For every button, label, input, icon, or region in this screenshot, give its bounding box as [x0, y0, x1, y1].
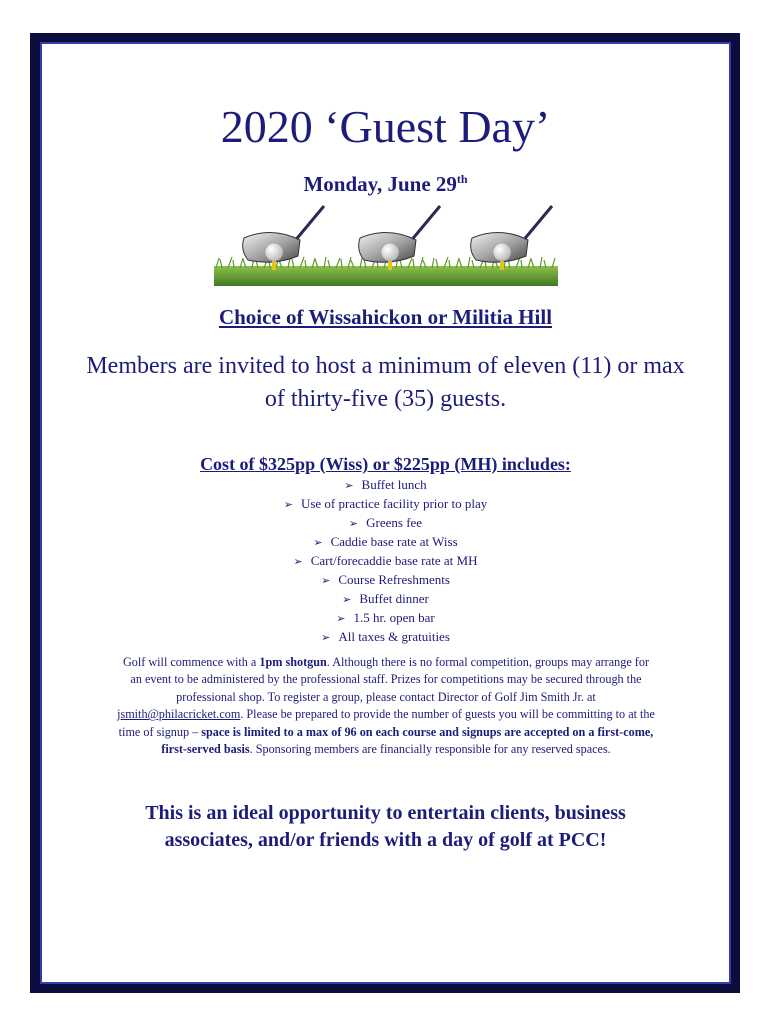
- arrow-bullet-icon: ➢: [336, 613, 346, 625]
- golf-club-2: [359, 206, 440, 270]
- list-item: ➢ 1.5 hr. open bar: [336, 610, 435, 625]
- list-item: ➢ Cart/forecaddie base rate at MH: [293, 553, 478, 568]
- golf-club-3: [471, 206, 552, 270]
- arrow-bullet-icon: ➢: [321, 632, 331, 644]
- members-invitation: Members are invited to host a minimum of eleven (11) or max of thirty-five (35) guests.: [86, 353, 685, 412]
- golf-club-1: [243, 206, 324, 270]
- golf-clubs-illustration: [214, 204, 558, 290]
- event-date-text: Monday, June 29: [303, 172, 457, 196]
- list-item: ➢ Buffet lunch: [344, 477, 427, 492]
- list-item: ➢ Buffet dinner: [342, 591, 429, 606]
- details-paragraph: Golf will commence with a 1pm shotgun. Although there is no formal competition, groups may arrange for an event to be administered by the professional staff. Prizes for competitions may be secured through the professional shop. To register a group, please contact Director of Golf Jim Smith Jr. at jsmith@philacricket.com. Please be prepared to provide the number of guests you will be committing to at the time of signup – space is limited to a max of 96 on each course and signups are accepted on a first-come, first-served basis. Sponsoring members are financially responsible for any reserved spaces.: [117, 655, 655, 757]
- contact-email-link[interactable]: jsmith@philacricket.com: [117, 707, 241, 722]
- arrow-bullet-icon: ➢: [313, 537, 323, 549]
- cost-heading: Cost of $325pp (Wiss) or $225pp (MH) includes:: [200, 454, 571, 474]
- arrow-bullet-icon: ➢: [348, 518, 359, 530]
- capacity-notice: space is limited to a max of 96 on each course and signups are accepted on a first-come, first-served basis: [161, 724, 654, 757]
- list-item: ➢ All taxes & gratuities: [321, 629, 450, 644]
- arrow-bullet-icon: ➢: [283, 499, 293, 511]
- list-item: ➢ Course Refreshments: [321, 572, 450, 587]
- list-item: ➢ Use of practice facility prior to play: [283, 496, 488, 511]
- event-date: [44, 166, 727, 197]
- arrow-bullet-icon: ➢: [321, 575, 331, 587]
- arrow-bullet-icon: ➢: [342, 594, 352, 606]
- arrow-bullet-icon: ➢: [344, 480, 354, 492]
- list-item: ➢ Caddie base rate at Wiss: [313, 534, 458, 549]
- page-title: 2020 ‘Guest Day’: [220, 101, 551, 152]
- list-item: ➢ Greens fee: [348, 515, 423, 530]
- closing-statement: This is an ideal opportunity to entertain clients, business associates, and/or friends with a day of golf at PCC!: [145, 802, 626, 851]
- event-date-suffix: th: [456, 172, 468, 186]
- arrow-bullet-icon: ➢: [293, 556, 303, 568]
- shotgun-time: 1pm shotgun: [259, 655, 327, 669]
- includes-list: [44, 476, 727, 647]
- course-choice-heading: Choice of Wissahickon or Militia Hill: [218, 305, 553, 329]
